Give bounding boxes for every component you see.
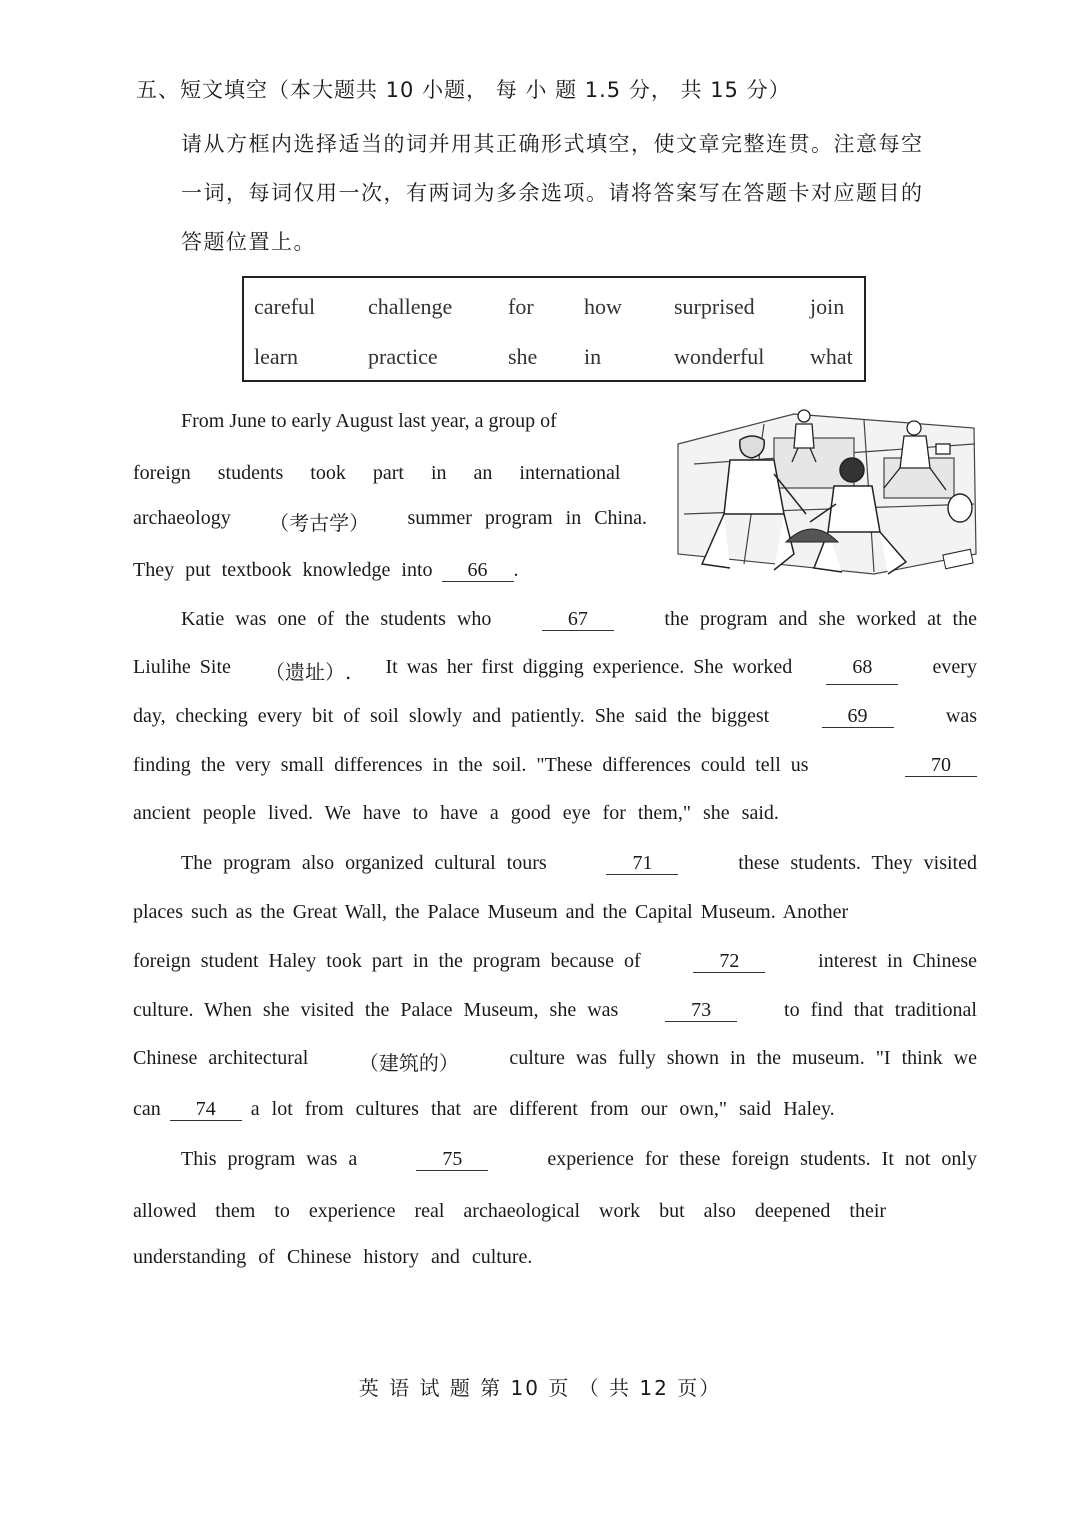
instructions [181,120,981,267]
text-segment: experience for these foreign students. It not only [547,1148,977,1170]
word-option: join [810,294,845,319]
text-segment: foreign student Haley took part in the program because of [133,950,641,972]
text-line: ancient people lived. We have to have a good eye for them," she said. [133,802,779,824]
passage-line [181,852,977,875]
passage-line [133,656,977,685]
text-segment: Liulihe Site [133,656,231,678]
text-line: allowed them to experience real archaeological work but also deepened their [133,1200,887,1222]
blank-69[interactable]: 69 [822,705,894,728]
archaeology-dig-illustration [674,404,980,580]
passage-line [133,754,977,777]
word-option: how [584,294,622,319]
passage-line [133,507,647,536]
passage-line [133,1047,977,1076]
word-option: surprised [674,294,755,319]
blank-66[interactable]: 66 [442,559,514,582]
word-option: learn [254,344,298,369]
text-segment: archaeology [133,507,231,529]
text-segment: culture was fully shown in the museum. "I think we [509,1047,977,1069]
blank-74[interactable]: 74 [170,1098,242,1121]
word-option: for [508,294,534,319]
word-option: in [584,344,602,369]
word-option: practice [368,344,438,369]
word-option: careful [254,294,316,319]
text-segment: to find that traditional [784,999,977,1021]
text-segment: The program also organized cultural tours [181,852,547,874]
text-line: From June to early August last year, a group of [181,410,557,432]
blank-70[interactable]: 70 [905,754,977,777]
passage-line [133,950,977,973]
blank-72[interactable]: 72 [693,950,765,973]
text-line: places such as the Great Wall, the Palace Museum and the Capital Museum. Another [133,901,849,923]
blank-68[interactable]: 68 [826,656,898,685]
text-segment: They put textbook knowledge into [133,559,433,581]
passage-line [181,410,653,433]
text-segment: a lot from cultures that are different from our own," said Haley. [250,1098,835,1120]
passage-line [133,802,779,825]
passage-line [133,901,977,924]
instructions-line-3: 答题位置上。 [181,230,316,254]
section-title: 五、短文填空（本大题共 10 小题， 每 小 题 1.5 分， 共 15 分） [136,78,791,102]
text-segment: these students. They visited [738,852,977,874]
word-option: challenge [368,294,453,319]
passage-line [181,608,977,631]
word-option: wonderful [674,344,765,369]
text-segment: can [133,1098,161,1120]
text-line: understanding of Chinese history and culture. [133,1246,533,1268]
text-segment: Chinese architectural [133,1047,309,1069]
passage-line [133,462,653,485]
text-line: foreign students took part in an international [133,462,621,484]
word-option: she [508,344,538,369]
text-segment: was [945,705,977,727]
word-box [242,276,866,382]
chinese-gloss: （建筑的） [358,1051,459,1075]
chinese-gloss: （遗址）. [265,660,352,684]
text-segment: . [513,559,519,581]
text-segment: finding the very small differences in the soil. "These differences could tell us [133,754,809,776]
passage-line [133,1246,532,1269]
passage-line [181,1148,977,1171]
text-segment: summer program in China. [407,507,647,529]
instructions-line-2: 一词，每词仅用一次，有两词为多余选项。请将答案写在答题卡对应题目的 [181,181,924,205]
text-segment: every [932,656,977,678]
page-footer: 英 语 试 题 第 10 页 （ 共 12 页） [358,1376,722,1400]
passage-line [133,705,977,728]
text-segment: It was her first digging experience. She worked [385,656,793,678]
text-segment: This program was a [181,1148,358,1170]
word-option: what [810,344,853,369]
instructions-line-1: 请从方框内选择适当的词并用其正确形式填空，使文章完整连贯。注意每空 [181,132,924,156]
passage-line [133,559,519,582]
blank-75[interactable]: 75 [416,1148,488,1171]
blank-67[interactable]: 67 [542,608,614,631]
blank-73[interactable]: 73 [665,999,737,1022]
passage-line [133,1098,835,1121]
text-segment: Katie was one of the students who [181,608,492,630]
text-segment: day, checking every bit of soil slowly and patiently. She said the biggest [133,705,770,727]
text-segment: the program and she worked at the [664,608,977,630]
blank-71[interactable]: 71 [606,852,678,875]
passage-line [133,1200,977,1223]
text-segment: interest in Chinese [818,950,977,972]
passage-line [133,999,977,1022]
chinese-gloss: （考古学） [269,511,370,535]
text-segment: culture. When she visited the Palace Museum, she was [133,999,619,1021]
